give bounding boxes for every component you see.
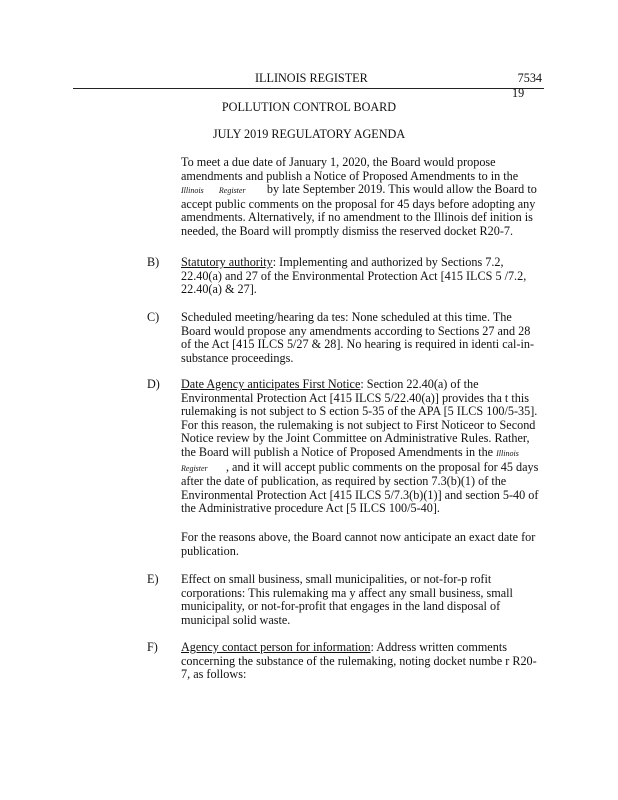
section-f-label: F) [147, 640, 158, 654]
intro-text-after: by late September 2019. This would allow the Board to accept public comments on the proposal for 45 days before adopting any amendments. Alternatively, if no amendment to the Illinois def inition is needed, the Board will promptly dismiss the reserved docket R20-7. [181, 182, 537, 238]
section-c-paragraph: Scheduled meeting/hearing da tes: None scheduled at this time. The Board would propose any amendments according to Sections 27 and 28 of the Act [415 ILCS 5/27 & 28]. No hearing is required in identi cal-in-substance proceedings. [181, 310, 535, 365]
register-publication-name: Register [218, 186, 246, 196]
register-publication-name: Illinois [181, 186, 204, 196]
section-d-label: D) [147, 377, 160, 391]
agency-name: POLLUTION CONTROL BOARD [221, 100, 397, 114]
page-number: 7534 [517, 71, 542, 85]
section-f-text: : Address written comments concerning the substance of the rulemaking, noting docket numbe r R20-7, as follows: [181, 640, 537, 682]
section-e-paragraph: Effect on small business, small municipalities, or not-for-p rofit corporations: This rulemaking ma y affect any small business, small municipality, or not-for-profit that engages in the land disposal of municipal solid waste. [181, 572, 513, 627]
register-title: ILLINOIS REGISTER [255, 71, 368, 85]
section-b-text: : Implementing and authorized by Sections 7.2, 22.40(a) and 27 of the Environmental Protection Act [415 ILCS 5 /7.2, 22.40(a) & 27]. [181, 255, 527, 297]
section-d-text-after: , and it will accept public comments on the proposal for 45 days after the date of publication, as required by section 7.3(b)(1) of the Environmental Protection Act [415 ILCS 5/7.3(b)(1)] and section 5-40 of the Administrative procedure Act [5 ILCS 100/5-40]. [181, 459, 539, 516]
agenda-title: JULY 2019 REGULATORY AGENDA [212, 127, 406, 141]
section-f-heading: Agency contact person for information [181, 640, 371, 654]
intro-text-before: To meet a due date of January 1, 2020, the Board would propose amendments and publish a Notice of Proposed Amendments to in the [181, 155, 519, 183]
section-b-paragraph [181, 256, 543, 297]
section-e-label: E) [147, 572, 159, 586]
intro-paragraph [181, 156, 543, 239]
register-header [73, 72, 544, 89]
section-c-label: C) [147, 310, 160, 324]
section-b-heading: Statutory authority [181, 255, 273, 269]
issue-number: 19 [512, 86, 525, 100]
section-b-label: B) [147, 255, 160, 269]
section-f-paragraph [181, 641, 543, 682]
section-d-followup: For the reasons above, the Board cannot now anticipate an exact date for publication. [181, 530, 536, 558]
register-publication-name: Illinois [496, 448, 519, 458]
register-publication-name: Register [181, 463, 208, 473]
section-d-heading: Date Agency anticipates First Notice [181, 377, 361, 391]
section-d-text-before: : Section 22.40(a) of the Environmental Protection Act [415 ILCS 5/22.40(a)] provides tha t this rulemaking is not subject to S ection 5-35 of the APA [5 ILCS 100/5-35]. For this reason, the rulemaking is not subject to First Noticeor to Second Notice review by the Joint Committee on Administrative Rules. Rather, the Board will publish a Notice of Proposed Amendments in the [181, 377, 538, 459]
section-d-paragraph [181, 378, 543, 516]
